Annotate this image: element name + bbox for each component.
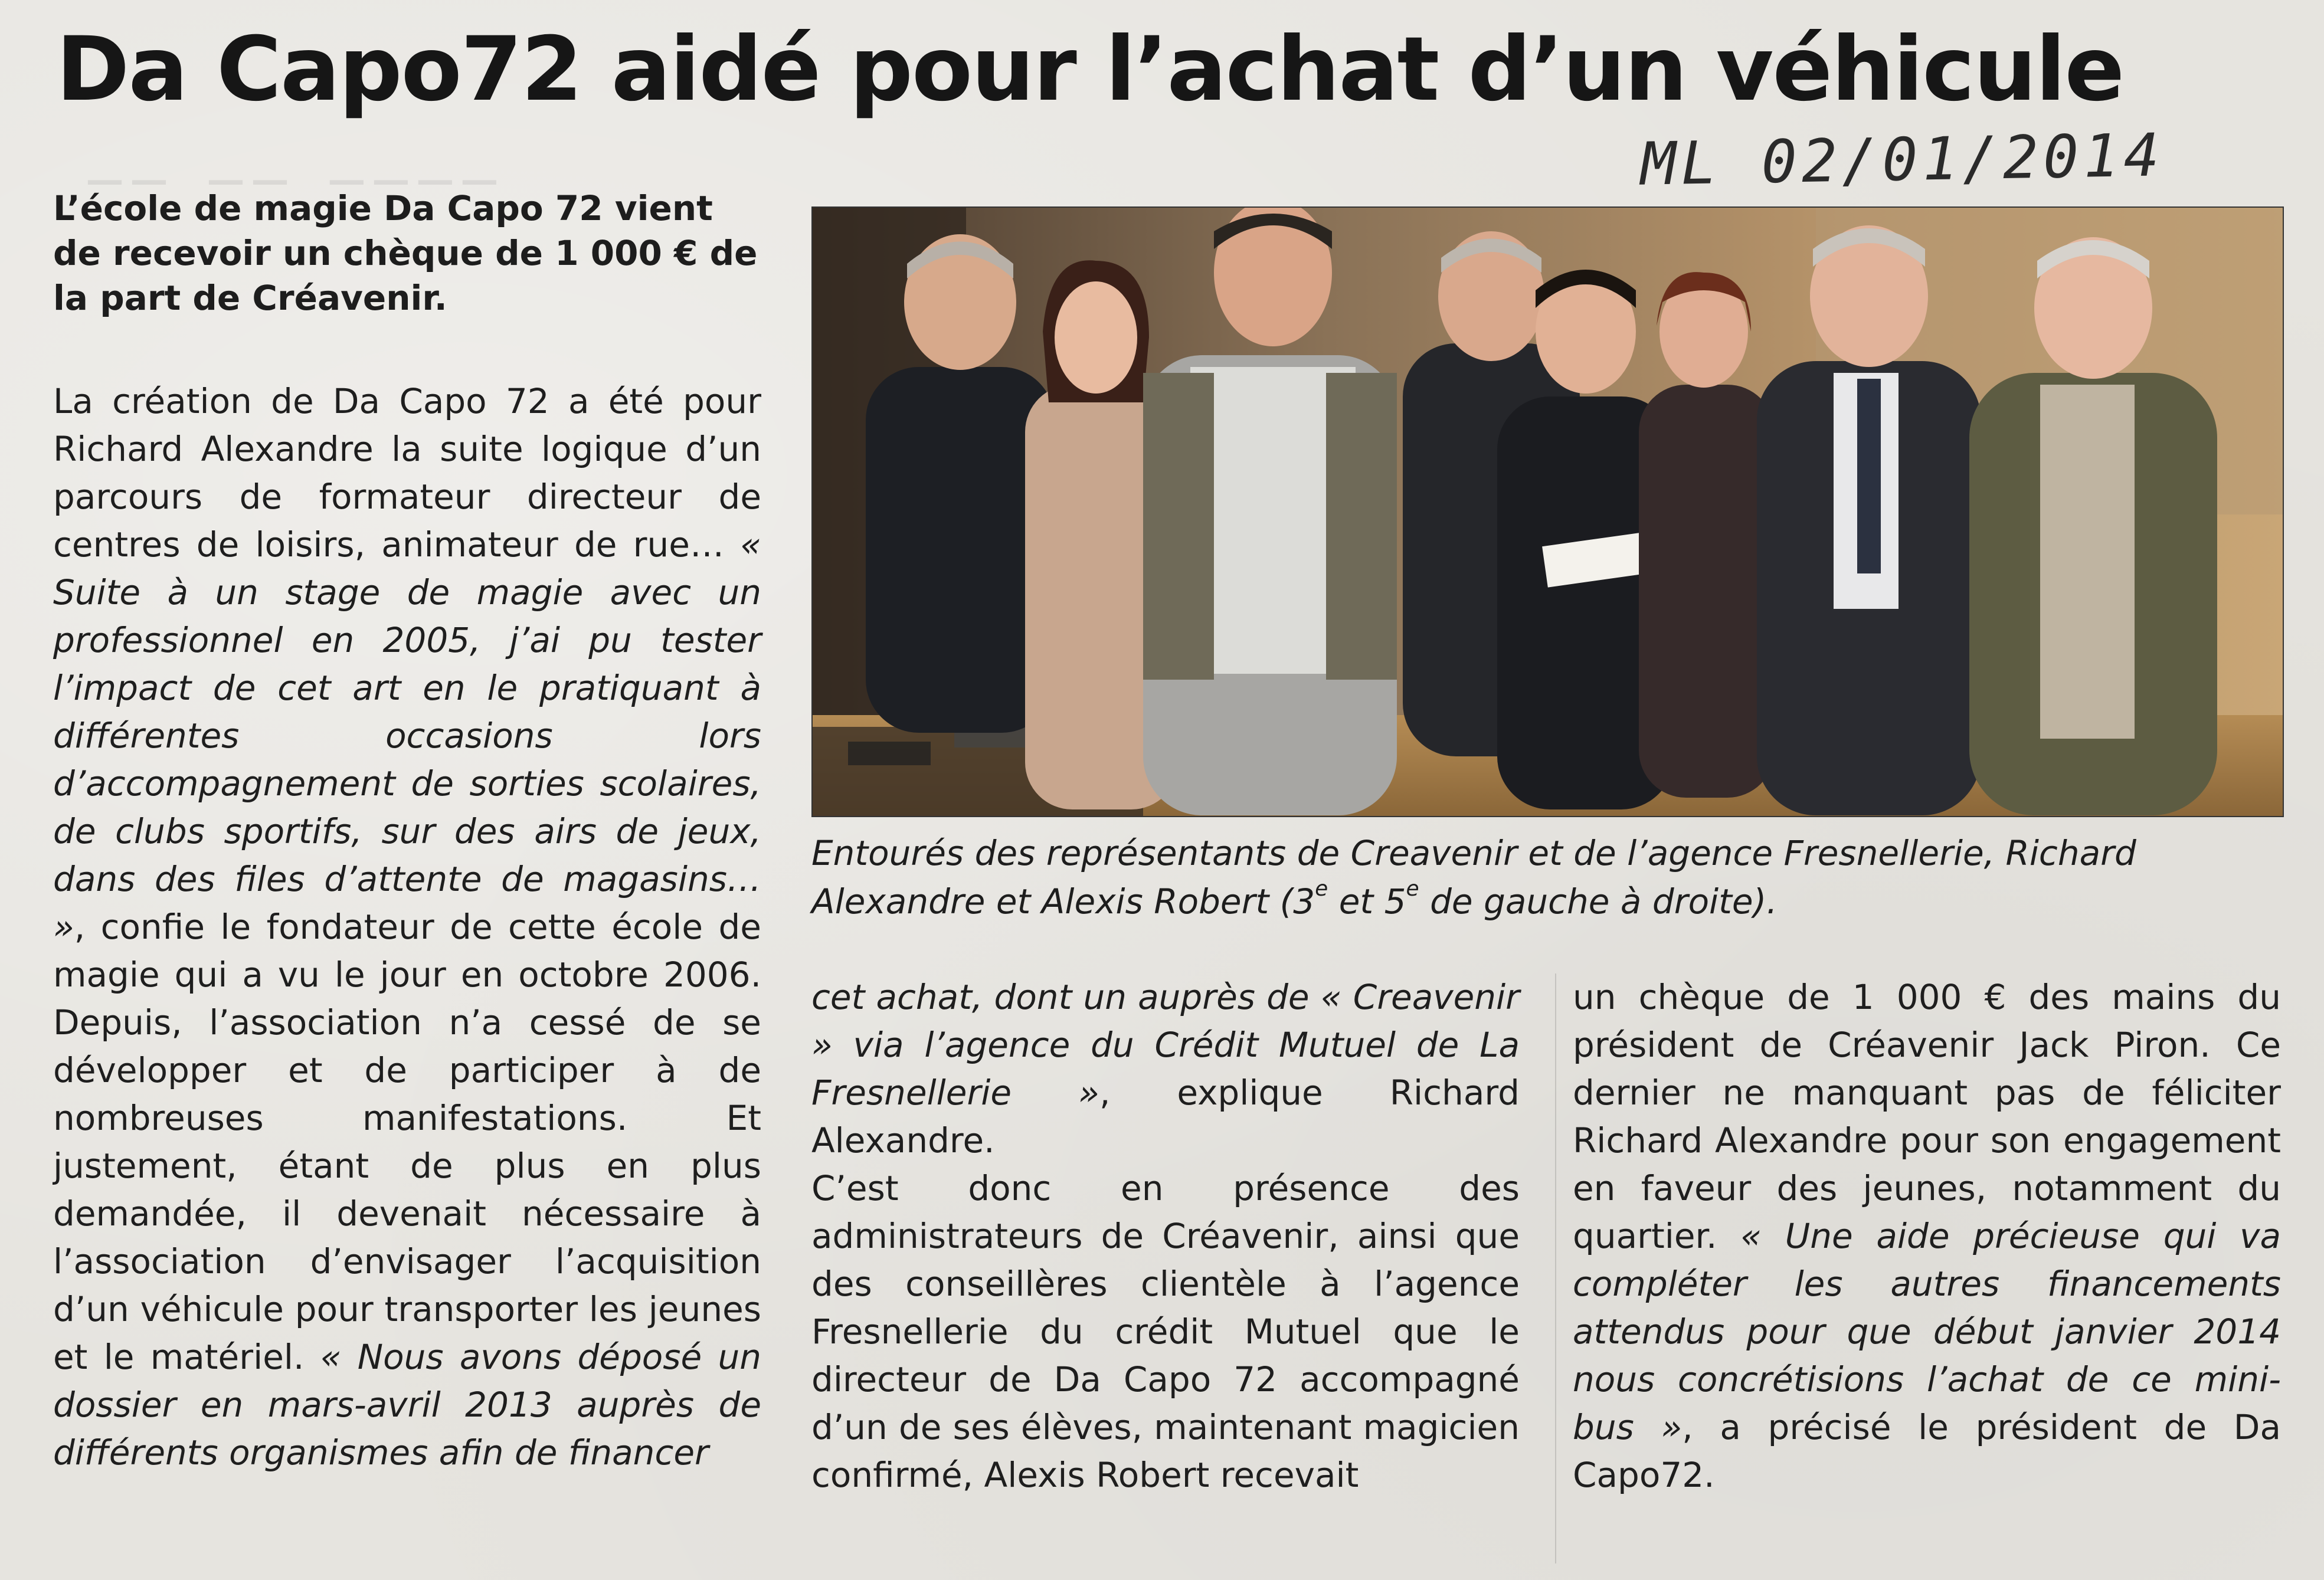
caption-text-2: et 5 <box>1328 881 1406 922</box>
col1-quote-2: « Nous avons déposé un dossier en mars-avril 2013 auprès de différents organismes afin de financer <box>53 1337 761 1473</box>
col1-quote: « Suite à un stage de magie avec un professionnel en 2005, j’ai pu tester l’impact de cet art en le pratiquant à différentes occasions lors d’accompagnement de sorties scolaires, de clubs sportifs, sur des airs de jeux, dans des files d’attente de magasins… » <box>53 525 761 947</box>
col3-text-a: un chèque de 1 000 € des mains du président de Créavenir Jack Piron. Ce dernier ne manquant pas de féliciter Richard Alexandre pour son engagement en faveur des jeunes, notamment du quartier. <box>1573 977 2281 1256</box>
group-photo-illustration <box>813 208 2284 817</box>
col3-text-b: , a précisé le président de Da Capo72. <box>1573 1407 2282 1495</box>
article-headline: Da Capo72 aidé pour l’achat d’un véhicule <box>56 18 2124 121</box>
photo-caption <box>811 829 2287 926</box>
article-column-3 <box>1573 973 2281 1563</box>
column-divider <box>1555 973 1556 1563</box>
col2-text-b: , explique Richard Alexandre. <box>811 1073 1520 1161</box>
caption-text-1: Entourés des représentants de Creavenir et de l’agence Fresnellerie, Richard Alexandre et Alexis Robert (3 <box>811 833 2136 922</box>
col1-text-b: , confie le fondateur de cette école de magie qui a vu le jour en octobre 2006. Depuis, l’association n’a cessé de se développer et de participer à de nombreuses manifestations. Et justement, étant de plus en plus demandée, il devenait nécessaire à l’association d’envisager l’acquisition d’un véhicule pour transporter les jeunes et le matériel. <box>53 907 761 1377</box>
faint-bleed-date: __ __ ____ <box>89 109 508 185</box>
article-column-2 <box>811 973 1520 1563</box>
article-photo <box>811 206 2284 817</box>
col3-quote: « Une aide précieuse qui va compléter les autres financements attendus pour que début janvier 2014 nous concrétisions l’achat de ce mini-bus » <box>1573 1216 2281 1447</box>
column-1-paragraph <box>53 378 761 1477</box>
article-column-1 <box>53 378 761 1558</box>
col2-quote: cet achat, dont un auprès de « Creavenir » via l’agence du Crédit Mutuel de La Fresnellerie » <box>811 977 1520 1113</box>
caption-ordinal-1: e <box>1315 877 1328 901</box>
col1-text-a: La création de Da Capo 72 a été pour Richard Alexandre la suite logique d’un parcours de formateur directeur de centres de loisirs, animateur de rue… <box>53 381 761 565</box>
handwritten-date-stamp: ML 02/01/2014 <box>1640 120 2165 199</box>
column-2-paragraph-1 <box>811 973 1520 1165</box>
column-3-paragraph <box>1573 973 2281 1499</box>
column-2-paragraph-2: C’est donc en présence des administrateurs de Créavenir, ainsi que des conseillères clientèle à l’agence Fresnellerie du crédit Mutuel que le directeur de Da Capo 72 accompagné d’un de ses élèves, maintenant magicien confirmé, Alexis Robert recevait <box>811 1168 1520 1495</box>
article-lead: L’école de magie Da Capo 72 vient de recevoir un chèque de 1 000 € de la part de Créavenir. <box>53 188 758 318</box>
caption-ordinal-2: e <box>1406 877 1419 901</box>
caption-text-3: de gauche à droite). <box>1419 881 1778 922</box>
